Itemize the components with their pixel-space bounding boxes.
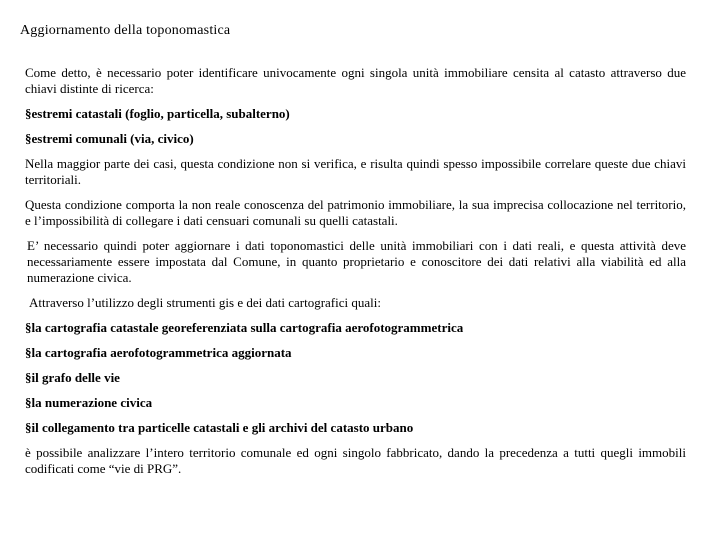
bullet-marker: §: [25, 106, 32, 121]
paragraph-not-verified: Nella maggior parte dei casi, questa condizione non si verifica, e risulta quindi spesso impossibile correlare queste due chiavi territoriali.: [25, 156, 686, 187]
bullet-marker: §: [25, 395, 32, 410]
bullet-item-tool-3: [25, 370, 686, 386]
bullet-item-tool-5: [25, 420, 686, 436]
slide-body: [25, 65, 686, 486]
bullet-item-tool-2: [25, 345, 686, 361]
bullet-item-municipal-keys: [25, 131, 686, 147]
intro-paragraph: Come detto, è necessario poter identificare univocamente ogni singola unità immobiliare censita al catasto attraverso due chiavi distinte di ricerca:: [25, 65, 686, 96]
bullet-text: la cartografia aerofotogrammetrica aggiornata: [31, 345, 292, 360]
bullet-marker: §: [25, 320, 32, 335]
bullet-text: estremi comunali (via, civico): [31, 131, 194, 146]
bullet-text: il grafo delle vie: [31, 370, 120, 385]
paragraph-necessity: E’ necessario quindi poter aggiornare i dati toponomastici delle unità immobiliari con i dati reali, e questa attività deve necessariamente essere impostata dal Comune, in quanto proprietario e conoscitore dei dati relativi alla viabilità ed alla numerazione civica.: [27, 238, 686, 285]
bullet-item-tool-4: [25, 395, 686, 411]
bullet-marker: §: [25, 370, 32, 385]
bullet-item-cadastral-keys: [25, 106, 686, 122]
bullet-text: la numerazione civica: [31, 395, 153, 410]
bullet-text: il collegamento tra particelle catastali e gli archivi del catasto urbano: [31, 420, 414, 435]
bullet-text: la cartografia catastale georeferenziata sulla cartografia aerofotogrammetrica: [31, 320, 464, 335]
bullet-text: estremi catastali (foglio, particella, subalterno): [31, 106, 290, 121]
paragraph-consequence: Questa condizione comporta la non reale conoscenza del patrimonio immobiliare, la sua imprecisa collocazione nel territorio, e l’impossibilità di collegare i dati censuari comunali su quelli catastali.: [25, 197, 686, 228]
slide-title: Aggiornamento della toponomastica: [20, 23, 231, 38]
bullet-marker: §: [25, 131, 32, 146]
bullet-marker: §: [25, 345, 32, 360]
paragraph-tools: Attraverso l’utilizzo degli strumenti gis e dei dati cartografici quali:: [29, 295, 381, 310]
bullet-item-tool-1: [25, 320, 686, 336]
paragraph-conclusion: è possibile analizzare l’intero territorio comunale ed ogni singolo fabbricato, dando la precedenza a tutti quegli immobili codificati come “vie di PRG”.: [25, 445, 686, 476]
bullet-marker: §: [25, 420, 32, 435]
